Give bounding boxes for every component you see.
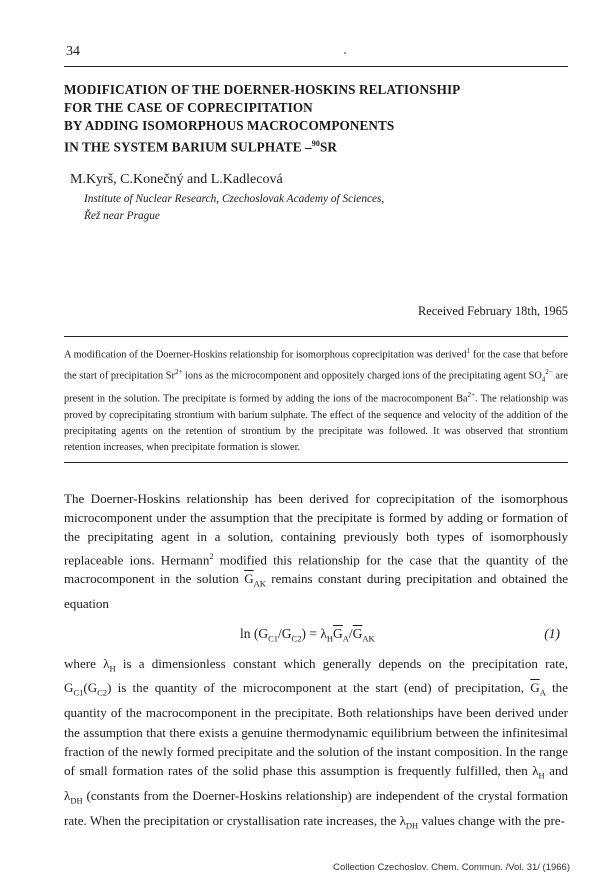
body-span: and λ — [64, 763, 568, 804]
page-number: 34 — [66, 44, 80, 59]
subscript: H — [538, 770, 545, 781]
body-span: (constants from the Doerner-Hoskins relationship) are independent of the crystal formation rate. When the precipitation or crystallisation rate increases, the λ — [64, 788, 568, 829]
reference-2: 2 — [209, 550, 214, 561]
page — [64, 44, 568, 836]
equation-1 — [64, 624, 568, 646]
body-span: ) is the quantity of the microcomponent at the start (end) of precipitation, — [107, 680, 531, 696]
paragraph-1 — [64, 489, 568, 614]
abstract-text: are present in the solution. The precipitate is formed by adding the ions of the macrocomponent Ba — [64, 370, 568, 405]
authors: M.Kyrš, C.Konečný and L.Kadlecová — [70, 172, 283, 188]
sulphate-subscript: 4 — [541, 375, 546, 384]
isotope-symbol: SR — [319, 139, 337, 155]
subscript: AK — [253, 578, 266, 589]
body-span: the quantity of the macrocomponent in the precipitate. Both relationships have been derived under the assumption that there exists a genuine thermodynamic equilibrium between the infinitesimal fraction of the newly formed precipitate and the solution of the instant composition. In the range of small formation rates of the solid phase this assumption is frequently fulfilled, then λ — [64, 680, 568, 779]
equation-number: (1) — [544, 625, 560, 641]
sulphate-charge: 2− — [545, 367, 553, 376]
subscript: H — [109, 663, 116, 674]
abstract-text: . The relationship was proved by coprecipitating strontium with barium sulphate. The effect of the sequence and velocity of the addition of the precipitating agents on the retention of strontium by the precipitate was followed. It was observed that strontium retention increases, when precipitate formation is slower. — [64, 393, 568, 453]
body-span: remains constant during precipitation and obtained the equation — [64, 571, 569, 612]
title-line-1: MODIFICATION OF THE DOERNER-HOSKINS RELATIONSHIP — [64, 82, 461, 97]
ion-charge: 2+ — [467, 391, 476, 400]
abstract-text: A modification of the Doerner-Hoskins relationship for isomorphous coprecipitation was derived — [64, 349, 467, 361]
journal-footer: Collection Czechoslov. Chem. Commun. /Vol. 31/ (1966) — [333, 862, 570, 873]
paragraph-2 — [64, 654, 568, 836]
title-line-4-text: IN THE SYSTEM BARIUM SULPHATE – — [64, 139, 312, 155]
body-span: where λ — [64, 655, 110, 671]
subscript: DH — [405, 820, 419, 831]
abstract-text: ions as the microcomponent and oppositely charged ions of the precipitating agent SO — [182, 370, 542, 382]
affiliation-line-1: Institute of Nuclear Research, Czechoslovak Academy of Sciences, — [84, 193, 385, 206]
title-line-2: FOR THE CASE OF COPRECIPITATION — [64, 100, 313, 115]
overline-g: $\overline{G}$ — [530, 680, 540, 696]
overline-g: $\overline{G}$ — [244, 571, 254, 587]
body-span: is a dimensionless constant which generally depends on the precipitation rate, G — [64, 655, 568, 696]
subscript: C2 — [97, 688, 108, 699]
isotope-mass: 90 — [311, 139, 320, 148]
title-line-4 — [64, 135, 568, 156]
abstract-bottom-rule — [64, 462, 568, 463]
reference-1: 1 — [466, 347, 471, 356]
abstract-block — [64, 336, 568, 462]
ion-charge: 2+ — [174, 367, 183, 376]
affiliation-line-2: Řež near Prague — [84, 210, 160, 223]
affiliation — [64, 191, 568, 225]
article-title — [64, 81, 568, 156]
body-span: The Doerner-Hoskins relationship has been derived for coprecipitation of the isomorphous microcomponent under the assumption that the precipitate is formed by adding or formation of the precipitating agent in a solution, containing previously both types of isomorphously replaceable ions. Hermann — [64, 490, 568, 567]
body-span: values change with the pre- — [418, 813, 565, 829]
header-rule — [64, 66, 568, 67]
subscript: DH — [70, 795, 83, 806]
body-text — [64, 489, 568, 836]
abstract — [64, 337, 568, 461]
body-span: modified this relationship for the case that the quantity of the macrocomponent in the solution — [64, 552, 568, 587]
subscript: A — [539, 688, 546, 699]
equation-formula: $\ln (G_{C1}/G_{C2}) = \lambda_H\overline{G}_A/\overline{G}_{AK}$ — [240, 625, 375, 644]
subscript: C1 — [73, 688, 84, 699]
abstract-text: for the case that before the start of precipitation Sr — [64, 349, 568, 382]
received-date: Received February 18th, 1965 — [417, 304, 568, 319]
title-line-3: BY ADDING ISOMORPHOUS MACROCOMPONENTS — [64, 118, 395, 133]
body-span: (G — [83, 680, 98, 696]
